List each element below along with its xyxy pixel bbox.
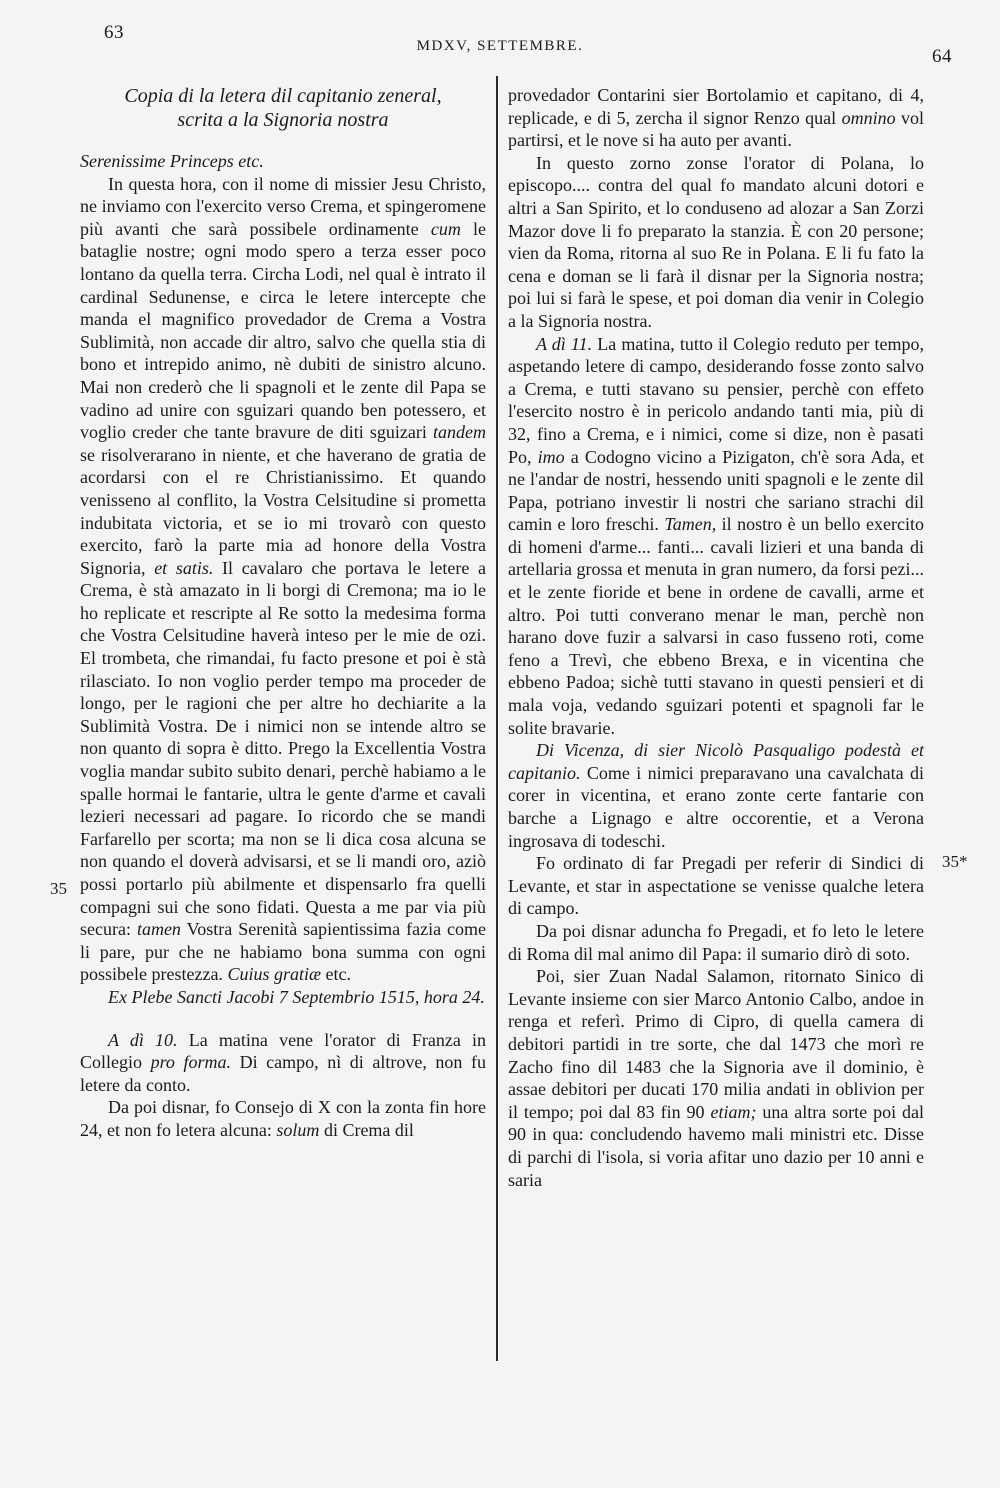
entry-day-10-afternoon: Da poi disnar, fo Consejo di X con la zonta fin hore 24, et non fo letera alcuna: solum di Crema dil [80, 1097, 486, 1140]
letter-title-line2: scrita a la Signoria nostra [177, 109, 389, 131]
pregadi-paragraph: Da poi disnar aduncha fo Pregadi, et fo leto le letere di Roma dil mal animo dil Papa: il sumario dirò di soto. [508, 920, 924, 964]
entry-day-10-morning: A dì 10. La matina vene l'orator di Franza in Collegio pro forma. Di campo, nì di altrove, non fu letere da conto. [80, 1029, 486, 1095]
polish-orator-paragraph: In questo zorno zonse l'orator di Polana, lo episcopo.... contra del qual fo mandato alcuni dotori e altri a San Spirito, et lo conduseno ad alozar a San Zorzi Mazor dove li fo preparato la stanzia. È con 20 persone; vien da Roma, ritorna al suo Re in Polana. E li fu fato la cena e doman se li farà il disnar per la Signoria nostra; poi lui si farà le spese, et poi doman dia venir in Colegio a la Signoria nostra. [508, 152, 924, 331]
page-number-left: 63 [104, 22, 124, 43]
right-column [508, 84, 924, 1191]
left-column [80, 84, 486, 1142]
letter-closing: Ex Plebe Sancti Jacobi 7 Septembrio 1515, hora 24. [108, 986, 485, 1007]
entry-day-11: A dì 11. La matina, tutto il Colegio reduto per tempo, aspetando letere di campo, desiderando fosse zonto salvo a Crema, e tutti stavano su pensier, perchè con effeto l'esercito nostro è in pericolo andando tanti mia, più di 32, fino a Crema, e i nimici, come si dize, non è pasati Po, imo a Codogno vicino a Pizigaton, ch'è sora Ada, et ne l'andar de nostri, hessendo uniti spagnoli e le zente dil Papa, potriano investir li nostri che sariano strachi dil camin e loro freschi. Tamen, il nostro è un bello exercito di homeni d'arme... fanti... cavali lizieri et una banda di artellaria grossa et menuta in gran numero, da forsi pezi... et le zente fioride et bene in ordene de cavalli, arme et altro. Poi tutti converano menar le man, perchè non harano dove fuzir a salvarsi in caso fusseno roti, come feno a Trevì, che ebbeno Brexa, e in vicentina che ebbeno Padoa; sichè tutti stavano in questi pensieri et di mala voja, vedando sguizari potenti et spagnoli far le solite bravarie. [508, 333, 925, 738]
date-label: A dì 10. [108, 1029, 178, 1050]
date-label: A dì 11. [536, 333, 593, 354]
vicenza-paragraph: Di Vicenza, di sier Nicolò Pasqualigo podestà et capitanio. Come i nimici preparavano una cavalchata di corer in vicentina, et erano zonte certe fantarie con barche a Lignago e altre occorentie, et a Verona ingrosava di todeschi. [508, 740, 924, 851]
running-header: MDXV, SETTEMBRE. [416, 38, 584, 54]
salamon-report-paragraph: Poi, sier Zuan Nadal Salamon, ritornato Sinico di Levante insieme con sier Marco Antonio Calbo, andoe in renga et referì. Primo di Cipro, di quella camera di debitori partidi in tre sorte, che dal 1473 che morì re Zacho fino dil 1483 che la Signoria ave il dominio, è assae debitori per ducati 170 milia andati in oblivion per il tempo; poi dal 83 fin 90 etiam; una altra sorte poi dal 90 in qua: concludendo havemo mali ministri etc. Disse di parchi di l'isola, si voria afitar uno dazio per 10 anni e saria [508, 966, 924, 1190]
letter-body: In questa hora, con il nome di missier Jesu Christo, ne inviamo con l'exercito verso Crema, et spingeromene più avanti che sarà possibele ordinamente cum le bataglie nostre; ogni modo spero a terza esser poco lontano da quella terra. Circha Lodi, nel qual è intrato il cardinal Sedunense, e circa le letere intercepte che manda el magnifico provedador de Crema a Vostra Sublimità, non accade dir altro, salvo che quella stia di bono et intrepido animo, nè dubiti de sinistro alcuno. Mai non crederò che li spagnoli et le zente dil Papa se vadino ad unire con sguizari quando ben potessero, et voglio creder che tante bravure de diti sguizari tandem se risolverarano in niente, et che haverano de gratia de acordarsi con el re Christianissimo. Et quando venisseno al conflito, la Vostra Celsitudine si prometta indubitata victoria, et se io mi trovarò con questo exercito, farò la parte mia ad honore della Vostra Signoria, et satis. Il cavalaro che portava le letere a Crema, è stà amazato in li borgi di Cremona; ma io le ho replicate et rescripte al Re sotto la medesima forma che Vostra Celsitudine haverà inteso per le mie de ozi. El trombeta, che rimandai, fu facto presone et poi è stà rilasciato. Io non voglio perder tempo ma proceder de longo, per le ragioni che per altre ho dechiarite a la Sublimità Vostra. De i nimici non se intende altro se non quanto di sopra è ditto. Prego la Excellentia Vostra voglia mandar subito subito denari, perchè habiamo a le spalle hormai le fantarie, ultra le gente d'arme et cavali lezieri necessari ad pagare. Io ricordo che se mandi Farfarello per scorta; ma non se li dica cosa alcuna se non quando el doverà advisarsi, et se li mandi oro, aziò possi portarlo più abilmente et dispensarlo fra quelli compagni sui che sono fidati. Questa a me par via più secura: tamen Vostra Serenità sapientissima fazia come li pare, pur che ne habiamo bona summa con ogni possibele prestezza. Cuius gratiæ etc. [80, 173, 487, 985]
margin-number-right: 35* [942, 852, 968, 871]
page-number-right: 64 [932, 46, 952, 67]
pregadi-order-paragraph: Fo ordinato di far Pregadi per referir di Sindici di Levante, et star in aspectatione se venisse qualche letera di campo. [508, 853, 924, 919]
column-divider [496, 76, 498, 1361]
margin-number-left: 35 [50, 879, 67, 898]
continued-paragraph: provedador Contarini sier Bortolamio et capitano, di 4, replicade, e di 5, zercha il signor Renzo qual omnino vol partirsi, et le nove si ha auto per avanti. [508, 85, 924, 151]
letter-title-line1: Copia di la letera dil capitanio zeneral, [124, 85, 442, 107]
letter-salutation: Serenissime Princeps etc. [80, 151, 264, 171]
